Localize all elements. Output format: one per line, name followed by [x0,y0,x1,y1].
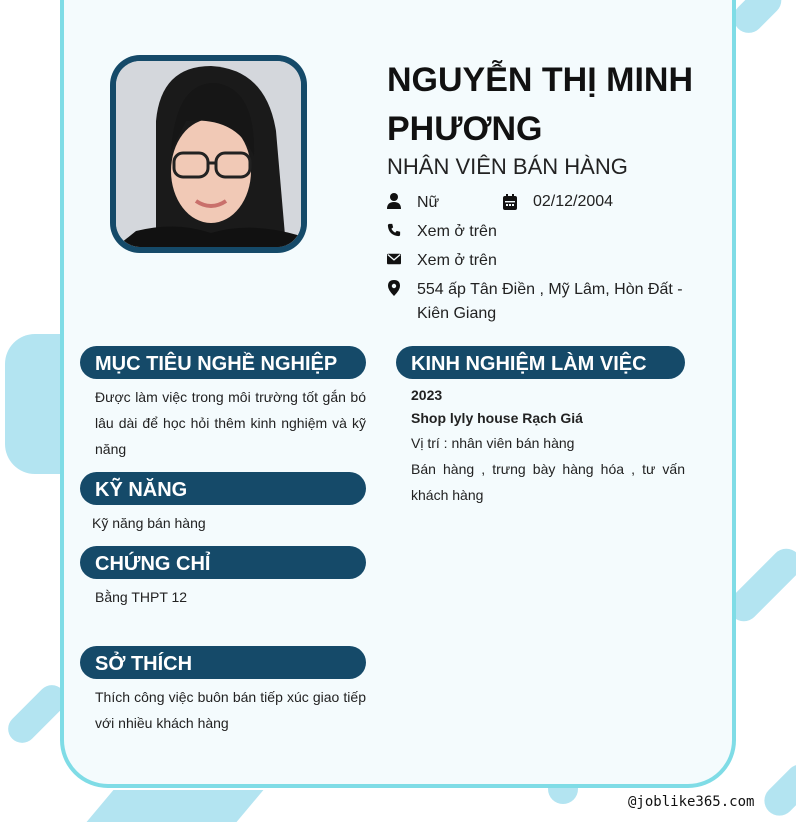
phone-row [387,220,497,244]
certificates-text: Bằng THPT 12 [95,589,188,605]
decor-shape [727,0,787,39]
mail-icon [387,251,401,267]
skills-heading: KỸ NĂNG [80,472,366,505]
experience-position: Vị trí : nhân viên bán hàng [411,435,575,451]
phone-icon [387,222,401,238]
objective-text: Được làm việc trong môi trường tốt gắn bó lâu dài để học hỏi thêm kinh nghiệm và kỹ năng [95,389,366,457]
email-value: Xem ở trên [417,252,497,269]
objective-heading: MỤC TIÊU NGHỀ NGHIỆP [80,346,366,379]
dob-value: 02/12/2004 [533,193,614,210]
user-icon [387,193,401,209]
watermark: @joblike365.com [628,794,755,810]
decor-shape [758,758,796,822]
avatar-frame [110,55,307,253]
candidate-name: NGUYỄN THỊ MINH PHƯƠNG [387,61,693,148]
certificates-heading: CHỨNG CHỈ [80,546,366,579]
skills-text: Kỹ năng bán hàng [92,515,206,531]
job-title: NHÂN VIÊN BÁN HÀNG [387,154,628,179]
address-row [387,278,717,326]
experience-heading: KINH NGHIỆM LÀM VIỆC [396,346,685,379]
experience-company: Shop lyly house Rạch Giá [411,410,583,426]
email-row [387,249,497,273]
location-pin-icon [387,280,401,296]
avatar [116,61,301,247]
gender-row [387,191,439,215]
calendar-icon [503,194,517,210]
experience-description: Bán hàng , trưng bày hàng hóa , tư vấn khách hàng [411,461,685,503]
hobbies-heading: SỞ THÍCH [80,646,366,679]
dob-row [503,193,613,211]
gender-value: Nữ [417,194,440,211]
phone-value: Xem ở trên [417,223,497,240]
experience-year: 2023 [411,387,443,403]
decor-shape [5,334,65,474]
address-value: 554 ấp Tân Điền , Mỹ Lâm, Hòn Đất - Kiên Giang [417,281,683,322]
hobbies-text: Thích công việc buôn bán tiếp xúc giao tiếp với nhiều khách hàng [95,689,366,731]
decor-shape [87,790,264,822]
